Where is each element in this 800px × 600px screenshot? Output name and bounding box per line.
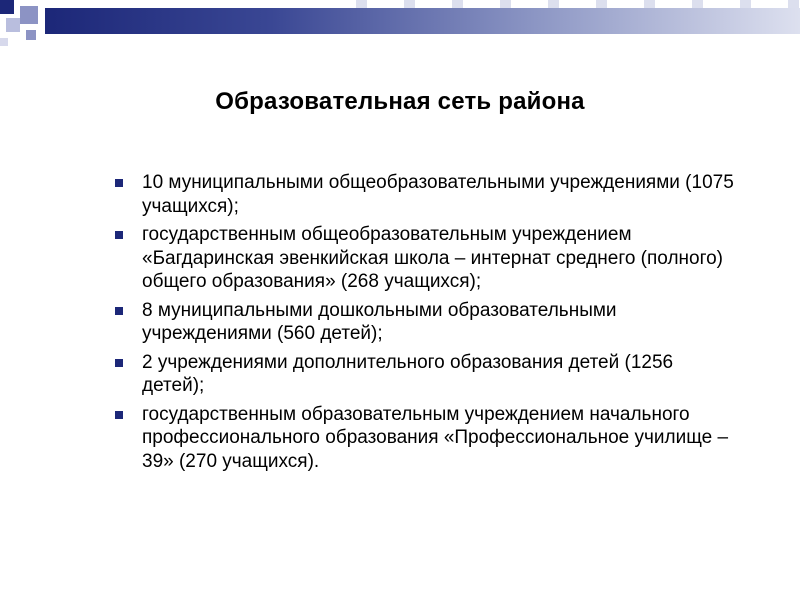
list-item-text: государственным образовательным учреждением начального профессионального образования «Профессиональное училище – 39» (270 учащихся). (142, 403, 729, 472)
slide-title: Образовательная сеть района (215, 88, 585, 115)
list-item-text: 10 муниципальными общеобразовательными учреждениями (1075 учащихся); (142, 172, 734, 217)
header-band (45, 8, 800, 34)
square-bullet-icon (115, 359, 123, 367)
square-bullet-icon (115, 179, 123, 187)
list-item (115, 171, 735, 218)
square-bullet-icon (115, 411, 123, 419)
list-item (115, 299, 735, 346)
bullet-list (115, 171, 735, 478)
list-item-text: 2 учреждениями дополнительного образования детей (1256 детей); (142, 351, 674, 396)
list-item (115, 403, 735, 474)
decor-square (20, 6, 38, 24)
decor-square (0, 38, 8, 46)
header-pattern (0, 0, 800, 8)
list-item (115, 351, 735, 398)
decor-square (6, 18, 20, 32)
list-item-text: 8 муниципальными дошкольными образовательными учреждениями (560 детей); (142, 299, 617, 344)
list-item-text: государственным общеобразовательным учреждением «Багдаринская эвенкийская школа – интернат среднего (полного) общего образования» (268 учащихся); (142, 224, 723, 292)
decor-square (0, 0, 14, 14)
decor-square (26, 30, 36, 40)
square-bullet-icon (115, 307, 123, 315)
list-item (115, 223, 735, 294)
square-bullet-icon (115, 231, 123, 239)
